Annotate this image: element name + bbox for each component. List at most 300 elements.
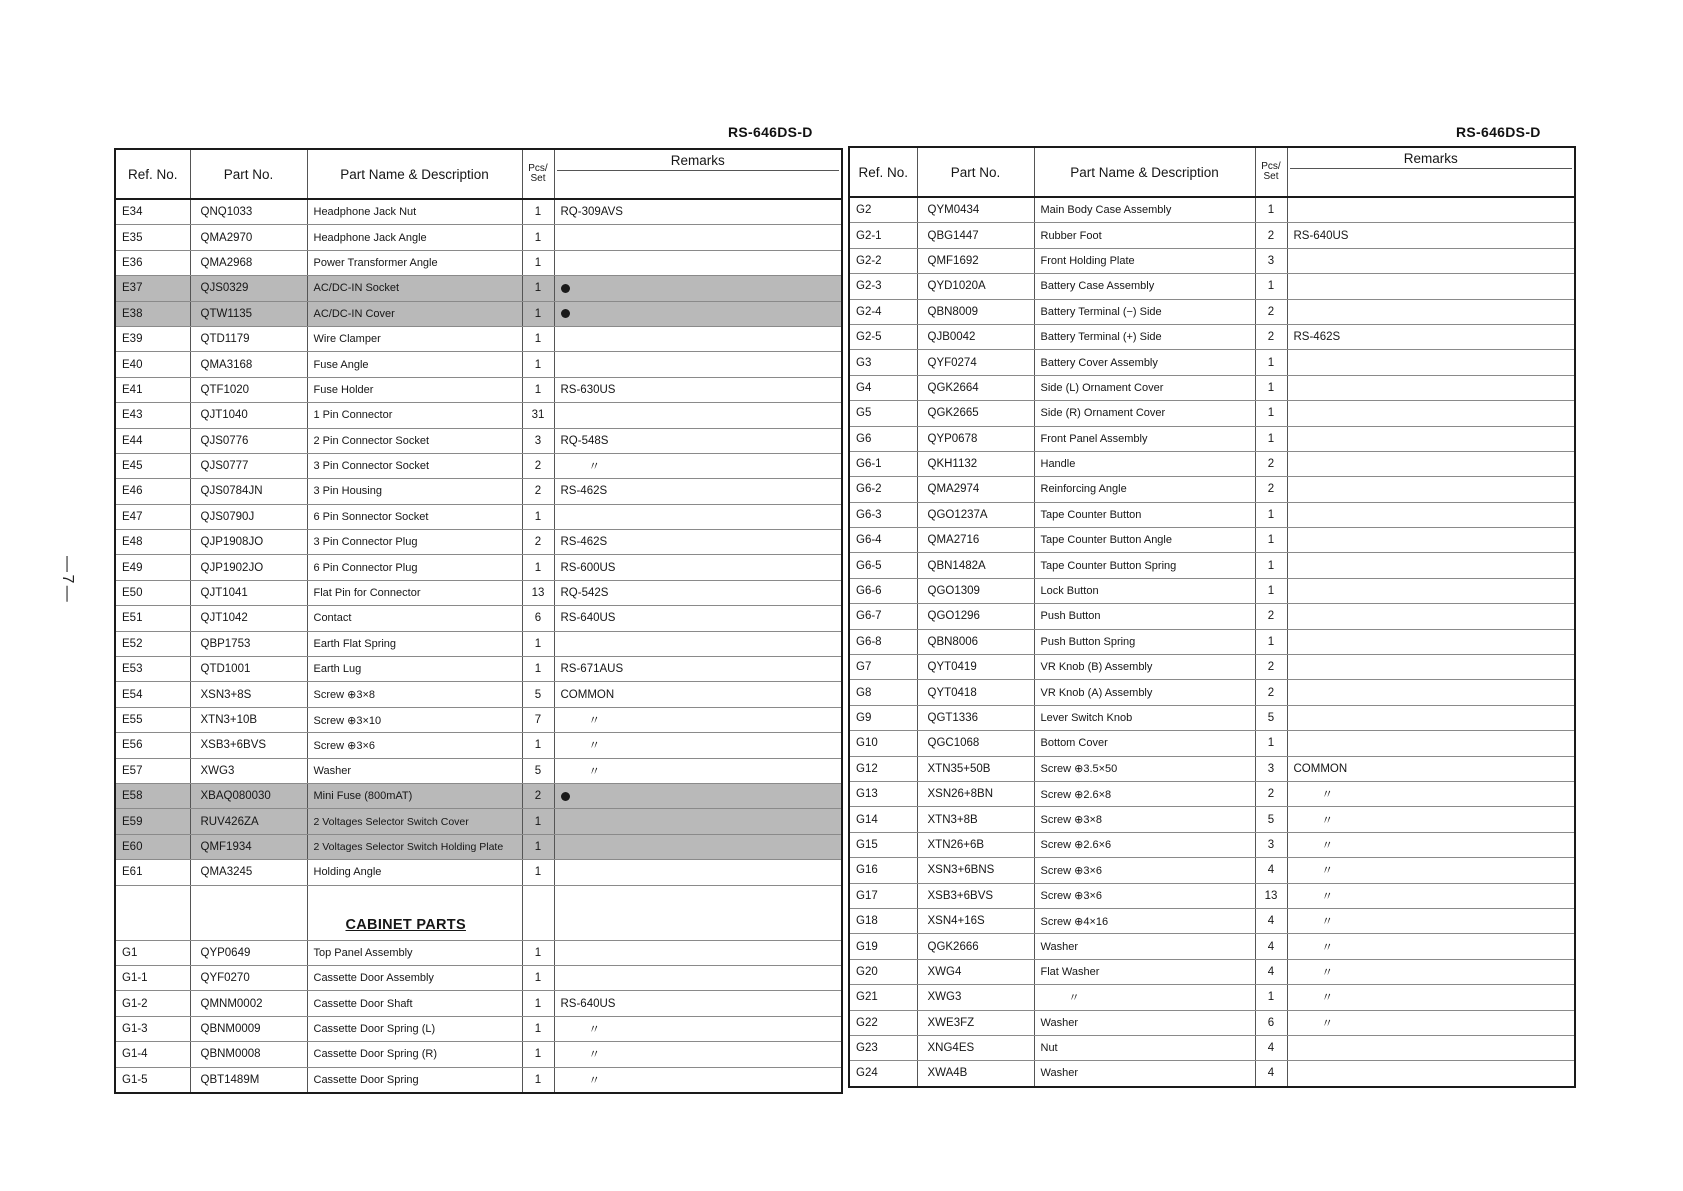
remarks-cell <box>1287 451 1575 476</box>
ref-no-cell: G6-1 <box>849 451 917 476</box>
part-name-cell: Tape Counter Button <box>1034 502 1255 527</box>
table-row <box>849 1010 1575 1035</box>
part-name-cell: 1 Pin Connector <box>307 403 522 428</box>
part-no-cell: QTF1020 <box>190 377 307 402</box>
table-row <box>849 1035 1575 1060</box>
header-part-no: Part No. <box>917 147 1034 197</box>
part-name-cell: Tape Counter Button Spring <box>1034 553 1255 578</box>
remarks-cell <box>1287 934 1575 959</box>
table-row <box>849 375 1575 400</box>
part-no-cell: QBN8006 <box>917 629 1034 654</box>
important-part-dot-icon <box>561 792 570 801</box>
ref-no-cell: E40 <box>115 352 190 377</box>
part-name-cell: Battery Terminal (+) Side <box>1034 324 1255 349</box>
part-name-cell: Earth Flat Spring <box>307 631 522 656</box>
ref-no-cell: G1-3 <box>115 1016 190 1041</box>
remarks-cell <box>1287 350 1575 375</box>
remarks-cell <box>554 504 842 529</box>
pcs-cell: 13 <box>1255 883 1287 908</box>
pcs-cell: 1 <box>1255 629 1287 654</box>
table-row <box>849 934 1575 959</box>
part-name-cell: AC/DC-IN Cover <box>307 301 522 326</box>
remarks-cell <box>554 965 842 990</box>
part-no-cell: QYM0434 <box>917 197 1034 223</box>
header-part-no: Part No. <box>190 149 307 199</box>
table-row <box>849 832 1575 857</box>
pcs-cell: 5 <box>1255 807 1287 832</box>
pcs-cell: 1 <box>522 657 554 682</box>
ref-no-cell: G1-4 <box>115 1042 190 1067</box>
part-no-cell: XSB3+6BVS <box>190 733 307 758</box>
ref-no-cell: E44 <box>115 428 190 453</box>
remarks-cell: RS-462S <box>554 530 842 555</box>
part-no-cell: QJP1908JO <box>190 530 307 555</box>
part-no-cell: QBN1482A <box>917 553 1034 578</box>
ref-no-cell: E49 <box>115 555 190 580</box>
ditto-mark: 〃 <box>588 1074 600 1087</box>
part-no-cell: QJS0329 <box>190 276 307 301</box>
remarks-cell <box>554 809 842 834</box>
table-row <box>115 276 842 301</box>
table-row <box>849 502 1575 527</box>
remarks-cell: RS-630US <box>554 377 842 402</box>
part-no-cell: QJB0042 <box>917 324 1034 349</box>
part-name-cell: VR Knob (B) Assembly <box>1034 655 1255 680</box>
part-name-cell: Cassette Door Shaft <box>307 991 522 1016</box>
pcs-cell: 1 <box>522 352 554 377</box>
table-row <box>849 680 1575 705</box>
table-row <box>849 655 1575 680</box>
ref-no-cell: G2-3 <box>849 274 917 299</box>
header-pcs-set: Pcs/ Set <box>522 149 554 199</box>
ref-no-cell: G20 <box>849 959 917 984</box>
pcs-cell: 1 <box>1255 553 1287 578</box>
table-row <box>115 428 842 453</box>
ref-no-cell: E56 <box>115 733 190 758</box>
pcs-cell: 5 <box>522 682 554 707</box>
part-name-cell: Push Button <box>1034 604 1255 629</box>
table-row <box>115 453 842 478</box>
pcs-cell: 1 <box>1255 985 1287 1010</box>
ref-no-cell: G3 <box>849 350 917 375</box>
pcs-cell: 1 <box>1255 731 1287 756</box>
table-row <box>115 199 842 225</box>
part-no-cell: QMF1692 <box>917 248 1034 273</box>
remarks-cell: RQ-542S <box>554 580 842 605</box>
pcs-cell: 1 <box>522 940 554 965</box>
part-name-cell: Battery Terminal (−) Side <box>1034 299 1255 324</box>
table-row <box>849 578 1575 603</box>
part-name-cell: Cassette Door Spring <box>307 1067 522 1093</box>
remarks-cell <box>1287 959 1575 984</box>
pcs-cell: 13 <box>522 580 554 605</box>
pcs-cell: 4 <box>1255 934 1287 959</box>
table-row <box>115 991 842 1016</box>
part-no-cell: QJT1042 <box>190 606 307 631</box>
part-name-cell: VR Knob (A) Assembly <box>1034 680 1255 705</box>
part-name-cell: Screw ⊕3×10 <box>307 707 522 732</box>
pcs-cell: 1 <box>522 1042 554 1067</box>
pcs-cell: 1 <box>522 991 554 1016</box>
table-header-row <box>849 147 1575 197</box>
ref-no-cell: E59 <box>115 809 190 834</box>
part-name-cell <box>1034 985 1255 1010</box>
remarks-cell <box>1287 375 1575 400</box>
part-no-cell: QTW1135 <box>190 301 307 326</box>
part-no-cell: QJT1040 <box>190 403 307 428</box>
part-name-cell: Fuse Angle <box>307 352 522 377</box>
part-name-cell: Wire Clamper <box>307 326 522 351</box>
part-no-cell: XBAQ080030 <box>190 783 307 808</box>
remarks-cell <box>1287 807 1575 832</box>
table-row <box>849 528 1575 553</box>
pcs-cell: 2 <box>1255 223 1287 248</box>
part-name-cell: Lever Switch Knob <box>1034 705 1255 730</box>
pcs-cell: 4 <box>1255 908 1287 933</box>
table-row <box>849 401 1575 426</box>
part-no-cell: QJS0776 <box>190 428 307 453</box>
pcs-cell: 4 <box>1255 1061 1287 1087</box>
pcs-cell: 1 <box>1255 197 1287 223</box>
remarks-cell <box>554 403 842 428</box>
table-row <box>849 324 1575 349</box>
important-part-dot-icon <box>561 284 570 293</box>
ditto-mark: 〃 <box>588 1023 600 1036</box>
part-no-cell: QYP0649 <box>190 940 307 965</box>
part-name-cell: Washer <box>1034 1010 1255 1035</box>
table-row <box>849 274 1575 299</box>
part-name-cell: Screw ⊕4×16 <box>1034 908 1255 933</box>
table-row <box>849 604 1575 629</box>
ditto-mark: 〃 <box>1321 916 1333 929</box>
remarks-cell <box>1287 401 1575 426</box>
remarks-cell <box>554 733 842 758</box>
remarks-cell <box>1287 629 1575 654</box>
pcs-cell: 1 <box>1255 350 1287 375</box>
model-number-right: RS-646DS-D <box>1456 124 1541 140</box>
header-remarks: Remarks <box>554 149 842 199</box>
part-no-cell: QMF1934 <box>190 834 307 859</box>
pcs-cell: 2 <box>1255 781 1287 806</box>
part-name-cell: Tape Counter Button Angle <box>1034 528 1255 553</box>
ref-no-cell: G22 <box>849 1010 917 1035</box>
pcs-cell: 1 <box>522 809 554 834</box>
remarks-cell: RS-462S <box>554 479 842 504</box>
ref-no-cell: G6-5 <box>849 553 917 578</box>
ref-no-cell: G2-5 <box>849 324 917 349</box>
part-name-cell: Washer <box>1034 1061 1255 1087</box>
table-row <box>849 985 1575 1010</box>
pcs-cell: 1 <box>1255 375 1287 400</box>
part-name-cell: Side (L) Ornament Cover <box>1034 375 1255 400</box>
remarks-cell: RS-600US <box>554 555 842 580</box>
table-row <box>849 1061 1575 1087</box>
part-no-cell: QBN8009 <box>917 299 1034 324</box>
table-row <box>849 731 1575 756</box>
part-name-cell: Bottom Cover <box>1034 731 1255 756</box>
ditto-mark: 〃 <box>1068 992 1080 1005</box>
part-name-cell: AC/DC-IN Socket <box>307 276 522 301</box>
pcs-cell: 2 <box>1255 680 1287 705</box>
part-no-cell: QNQ1033 <box>190 199 307 225</box>
part-no-cell: QMA2974 <box>917 477 1034 502</box>
part-name-cell: 3 Pin Connector Socket <box>307 453 522 478</box>
part-name-cell: Reinforcing Angle <box>1034 477 1255 502</box>
part-no-cell: QMA3245 <box>190 860 307 885</box>
table-body-left <box>115 199 842 1093</box>
page-number: — 7 — <box>59 556 76 601</box>
table-row <box>849 807 1575 832</box>
pcs-cell: 1 <box>522 860 554 885</box>
ref-no-cell: E53 <box>115 657 190 682</box>
pcs-cell: 5 <box>522 758 554 783</box>
pcs-cell: 1 <box>1255 401 1287 426</box>
part-no-cell: QBNM0008 <box>190 1042 307 1067</box>
ref-no-cell: G2-4 <box>849 299 917 324</box>
part-no-cell: XWG3 <box>917 985 1034 1010</box>
ref-no-cell: G6-3 <box>849 502 917 527</box>
part-no-cell: QJS0790J <box>190 504 307 529</box>
remarks-cell <box>554 301 842 326</box>
ditto-mark: 〃 <box>1321 966 1333 979</box>
part-name-cell: Contact <box>307 606 522 631</box>
remarks-cell <box>1287 528 1575 553</box>
ref-no-cell: E38 <box>115 301 190 326</box>
header-remarks: Remarks <box>1287 147 1575 197</box>
table-row <box>115 580 842 605</box>
table-row <box>115 783 842 808</box>
ref-no-cell: E43 <box>115 403 190 428</box>
pcs-cell: 2 <box>522 453 554 478</box>
table-row <box>115 225 842 250</box>
part-no-cell: QGO1237A <box>917 502 1034 527</box>
parts-table-right <box>848 146 1576 1088</box>
table-row <box>115 326 842 351</box>
ref-no-cell: G6-4 <box>849 528 917 553</box>
pcs-cell: 3 <box>1255 832 1287 857</box>
pcs-cell: 3 <box>1255 248 1287 273</box>
remarks-cell <box>1287 426 1575 451</box>
pcs-cell: 1 <box>1255 502 1287 527</box>
part-name-cell: Washer <box>307 758 522 783</box>
part-name-cell: Rubber Foot <box>1034 223 1255 248</box>
pcs-cell: 1 <box>1255 274 1287 299</box>
header-pcs-set: Pcs/ Set <box>1255 147 1287 197</box>
part-no-cell: XTN3+8B <box>917 807 1034 832</box>
ditto-mark: 〃 <box>1321 839 1333 852</box>
remarks-cell <box>1287 832 1575 857</box>
ref-no-cell: E36 <box>115 250 190 275</box>
part-name-cell: Top Panel Assembly <box>307 940 522 965</box>
part-name-cell: Mini Fuse (800mAT) <box>307 783 522 808</box>
ditto-mark: 〃 <box>588 715 600 727</box>
table-row <box>849 197 1575 223</box>
pcs-cell: 6 <box>1255 1010 1287 1035</box>
table-row <box>115 631 842 656</box>
part-no-cell: QGK2665 <box>917 401 1034 426</box>
part-name-cell: Flat Washer <box>1034 959 1255 984</box>
pcs-cell: 2 <box>522 530 554 555</box>
section-cell <box>522 885 554 940</box>
pcs-cell: 5 <box>1255 705 1287 730</box>
ref-no-cell: G15 <box>849 832 917 857</box>
ditto-mark: 〃 <box>1321 890 1333 903</box>
part-name-cell: Cassette Door Spring (L) <box>307 1016 522 1041</box>
remarks-cell: RS-640US <box>554 606 842 631</box>
part-no-cell: QMA2968 <box>190 250 307 275</box>
part-name-cell: Front Holding Plate <box>1034 248 1255 273</box>
remarks-cell <box>554 326 842 351</box>
part-name-cell: Push Button Spring <box>1034 629 1255 654</box>
ref-no-cell: G10 <box>849 731 917 756</box>
ditto-mark: 〃 <box>1321 814 1333 827</box>
remarks-cell <box>554 1042 842 1067</box>
pcs-cell: 1 <box>1255 528 1287 553</box>
remarks-cell <box>1287 274 1575 299</box>
remarks-cell: COMMON <box>1287 756 1575 781</box>
pcs-cell: 1 <box>522 326 554 351</box>
table-row <box>849 248 1575 273</box>
remarks-cell <box>1287 578 1575 603</box>
ref-no-cell: G5 <box>849 401 917 426</box>
ref-no-cell: E55 <box>115 707 190 732</box>
part-no-cell: QBT1489M <box>190 1067 307 1093</box>
section-cell <box>190 885 307 940</box>
ref-no-cell: G14 <box>849 807 917 832</box>
remarks-cell <box>554 940 842 965</box>
part-name-cell: Screw ⊕3×8 <box>1034 807 1255 832</box>
remarks-cell: RS-462S <box>1287 324 1575 349</box>
pcs-cell: 1 <box>522 1016 554 1041</box>
table-row <box>115 707 842 732</box>
pcs-cell: 1 <box>522 834 554 859</box>
ref-no-cell: E47 <box>115 504 190 529</box>
parts-table-left <box>114 148 843 1094</box>
ref-no-cell: G1-5 <box>115 1067 190 1093</box>
part-no-cell: QJT1041 <box>190 580 307 605</box>
part-no-cell: QBNM0009 <box>190 1016 307 1041</box>
ref-no-cell: E37 <box>115 276 190 301</box>
ref-no-cell: G17 <box>849 883 917 908</box>
part-name-cell: 2 Voltages Selector Switch Holding Plate <box>307 834 522 859</box>
part-name-cell: 2 Voltages Selector Switch Cover <box>307 809 522 834</box>
part-name-cell: Screw ⊕3×6 <box>1034 883 1255 908</box>
part-name-cell: Washer <box>1034 934 1255 959</box>
section-cell <box>554 885 842 940</box>
model-number-left: RS-646DS-D <box>728 124 813 140</box>
pcs-cell: 4 <box>1255 959 1287 984</box>
table-row <box>115 530 842 555</box>
ref-no-cell: E58 <box>115 783 190 808</box>
remarks-cell <box>554 1067 842 1093</box>
pcs-cell: 2 <box>1255 451 1287 476</box>
remarks-cell <box>1287 299 1575 324</box>
part-name-cell: Headphone Jack Nut <box>307 199 522 225</box>
remarks-cell <box>1287 655 1575 680</box>
table-row <box>115 940 842 965</box>
ref-no-cell: G8 <box>849 680 917 705</box>
ref-no-cell: E35 <box>115 225 190 250</box>
ref-no-cell: E50 <box>115 580 190 605</box>
ditto-mark: 〃 <box>1321 941 1333 954</box>
pcs-cell: 3 <box>1255 756 1287 781</box>
part-name-cell: Handle <box>1034 451 1255 476</box>
remarks-cell <box>554 352 842 377</box>
pcs-cell: 2 <box>1255 604 1287 629</box>
table-row <box>849 959 1575 984</box>
part-name-cell: Screw ⊕3×8 <box>307 682 522 707</box>
ref-no-cell: E54 <box>115 682 190 707</box>
pcs-cell: 2 <box>1255 655 1287 680</box>
remarks-cell <box>1287 248 1575 273</box>
pcs-cell: 1 <box>522 301 554 326</box>
pcs-cell: 1 <box>522 276 554 301</box>
remarks-cell <box>554 225 842 250</box>
remarks-cell <box>1287 1061 1575 1087</box>
part-name-cell: Screw ⊕2.6×6 <box>1034 832 1255 857</box>
pcs-cell: 2 <box>522 783 554 808</box>
header-ref-no: Ref. No. <box>849 147 917 197</box>
pcs-cell: 7 <box>522 707 554 732</box>
ref-no-cell: G16 <box>849 858 917 883</box>
ditto-mark: 〃 <box>1321 789 1333 802</box>
remarks-cell <box>554 758 842 783</box>
table-row <box>115 1042 842 1067</box>
ref-no-cell: G13 <box>849 781 917 806</box>
part-name-cell: Screw ⊕3×6 <box>307 733 522 758</box>
remarks-cell: RS-640US <box>1287 223 1575 248</box>
ref-no-cell: G18 <box>849 908 917 933</box>
remarks-cell: RS-640US <box>554 991 842 1016</box>
ref-no-cell: E57 <box>115 758 190 783</box>
part-no-cell: QGO1296 <box>917 604 1034 629</box>
ditto-mark: 〃 <box>1321 992 1333 1005</box>
part-no-cell: QYT0419 <box>917 655 1034 680</box>
table-row <box>849 781 1575 806</box>
ref-no-cell: G2-1 <box>849 223 917 248</box>
remarks-cell <box>554 860 842 885</box>
ref-no-cell: G1 <box>115 940 190 965</box>
table-row <box>115 250 842 275</box>
part-name-cell: Battery Cover Assembly <box>1034 350 1255 375</box>
table-row <box>849 223 1575 248</box>
remarks-cell <box>554 783 842 808</box>
remarks-cell <box>1287 781 1575 806</box>
part-no-cell: QYD1020A <box>917 274 1034 299</box>
table-row <box>849 629 1575 654</box>
pcs-cell: 1 <box>1255 578 1287 603</box>
pcs-cell: 1 <box>522 1067 554 1093</box>
remarks-cell <box>554 834 842 859</box>
part-no-cell: QGK2664 <box>917 375 1034 400</box>
ref-no-cell: G6 <box>849 426 917 451</box>
remarks-cell <box>554 453 842 478</box>
part-no-cell: XSB3+6BVS <box>917 883 1034 908</box>
part-name-cell: Fuse Holder <box>307 377 522 402</box>
ref-no-cell: G9 <box>849 705 917 730</box>
pcs-cell: 4 <box>1255 1035 1287 1060</box>
table-row <box>849 299 1575 324</box>
ref-no-cell: E45 <box>115 453 190 478</box>
pcs-cell: 4 <box>1255 858 1287 883</box>
remarks-cell <box>554 631 842 656</box>
ditto-mark: 〃 <box>588 1049 600 1062</box>
ref-no-cell: G24 <box>849 1061 917 1087</box>
part-name-cell: Main Body Case Assembly <box>1034 197 1255 223</box>
part-no-cell: QMA2970 <box>190 225 307 250</box>
table-row <box>115 352 842 377</box>
part-no-cell: XSN3+8S <box>190 682 307 707</box>
